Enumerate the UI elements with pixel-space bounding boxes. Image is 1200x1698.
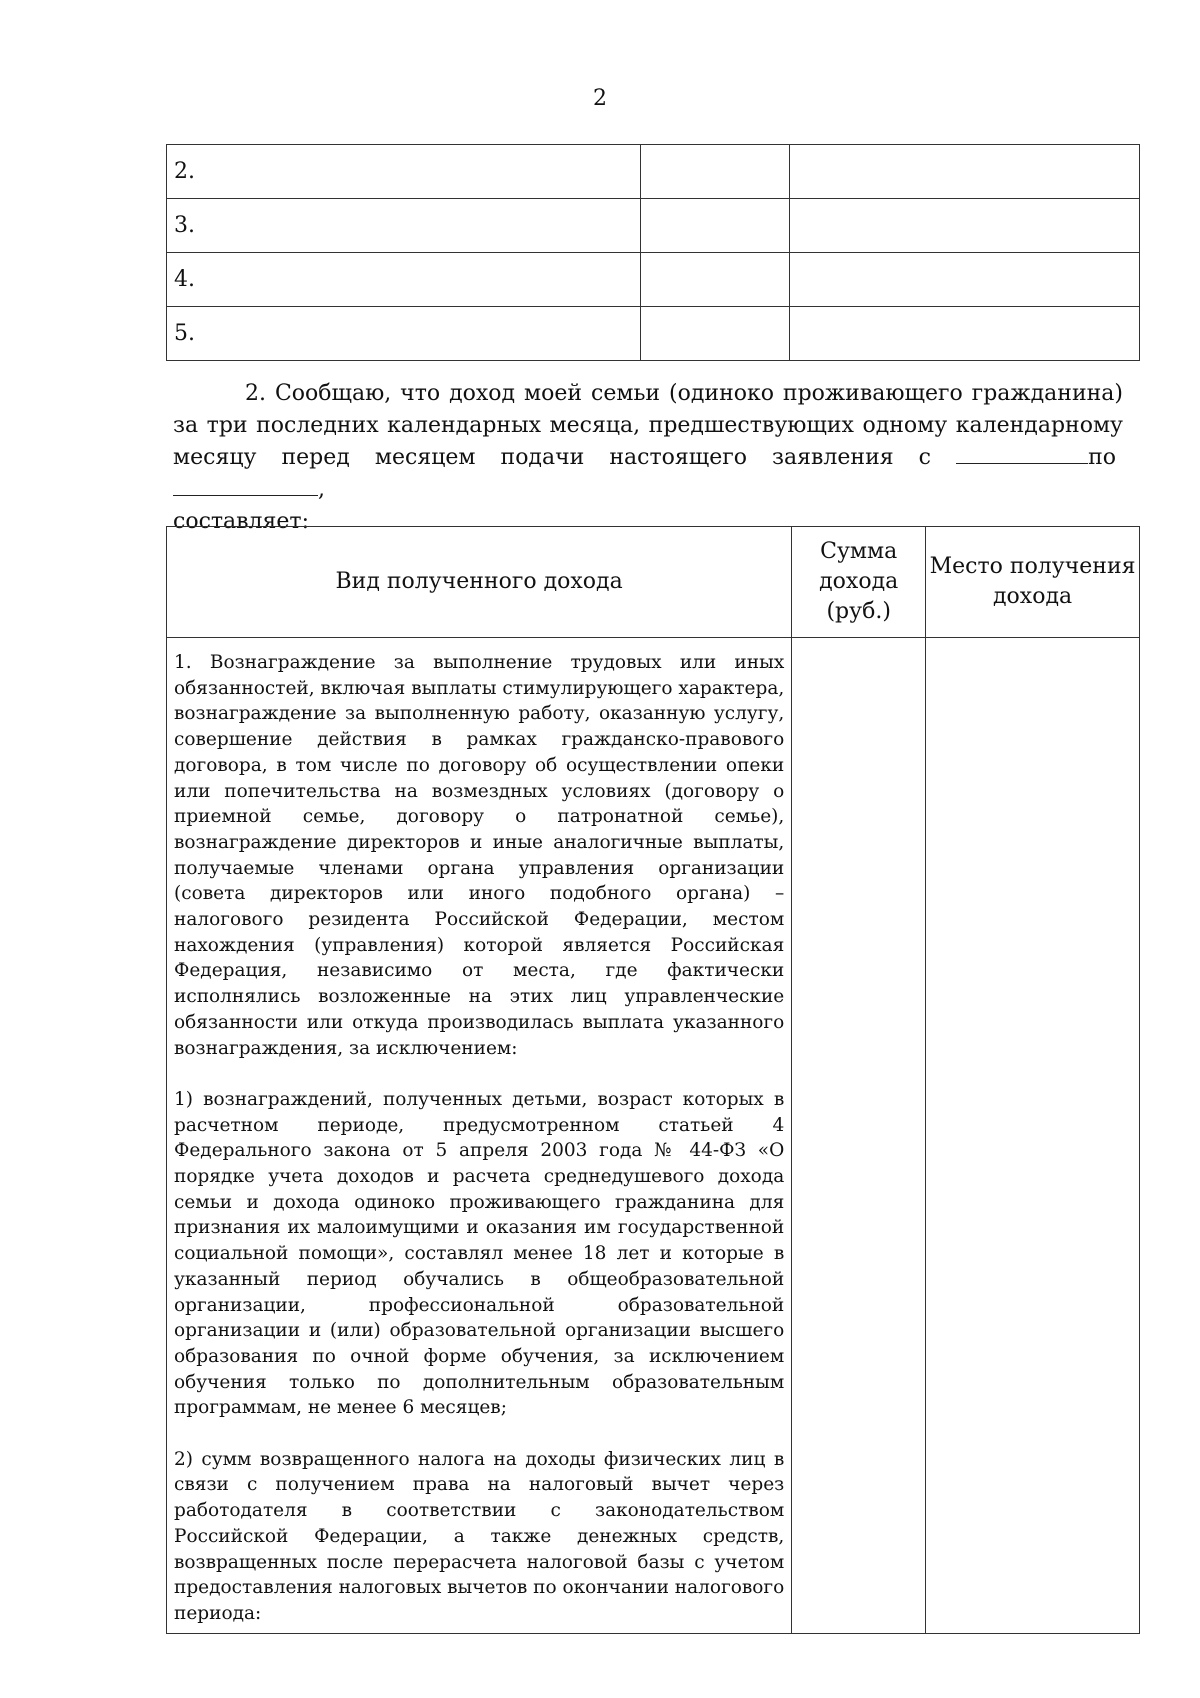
date-to-field[interactable] bbox=[173, 475, 318, 496]
header-income-sum: Сумма дохода (руб.) bbox=[792, 527, 926, 638]
table-row bbox=[167, 145, 1140, 199]
comma: , bbox=[318, 477, 325, 502]
income-table bbox=[166, 526, 1140, 1634]
empty-cell[interactable] bbox=[790, 253, 1140, 307]
income-item: 1) вознаграждений, полученных детьми, возраст которых в расчетном периоде, предусмотренном статьей 4 Федерального закона от 5 апреля 2003 года № 44-ФЗ «О порядке учета доходов и расчета среднедушевого дохода семьи и дохода одиноко проживающего гражданина для признания их малоимущими и оказания им государственной социальной помощи», составлял менее 18 лет и которые в указанный период обучались в общеобразовательной организации, профессиональной образовательной организации и (или) образовательной организации высшего образования по очной форме обучения, за исключением обучения только по дополнительным образовательным программам, не менее 6 месяцев; bbox=[174, 1088, 785, 1419]
row-number: 3. bbox=[167, 199, 641, 253]
word-po: по bbox=[1088, 445, 1116, 470]
row-number: 2. bbox=[167, 145, 641, 199]
table-row bbox=[167, 638, 1140, 1634]
header-income-place: Место получения дохода bbox=[926, 527, 1140, 638]
income-item: 1. Вознаграждение за выполнение трудовых или иных обязанностей, включая выплаты стимулирующего характера, вознаграждение за выполненную работу, оказанную услугу, совершение действия в рамках гражданско-правового договора, в том числе по договору об осуществлении опеки или попечительства на возмездных условиях (договору о приемной семье, договору о патронатной семье), вознаграждение директоров и иные аналогичные выплаты, получаемые членами органа управления организации (совета директоров или иного подобного органа) – налогового резидента Российской Федерации, местом нахождения (управления) которой является Российская Федерация, независимо от места, где фактически исполнялись возложенные на этих лиц управленческие обязанности или откуда производилась выплата указанного вознаграждения, за исключением: bbox=[174, 652, 785, 1059]
date-from-field[interactable] bbox=[956, 443, 1088, 464]
income-type-cell bbox=[167, 638, 792, 1634]
empty-cell[interactable] bbox=[790, 307, 1140, 361]
header-row bbox=[167, 527, 1140, 638]
paragraph-last-line: составляет: bbox=[173, 509, 310, 534]
table-row bbox=[167, 253, 1140, 307]
paragraph-text: 2. Сообщаю, что доход моей семьи (одиноко проживающего гражданина) за три последних календарных месяца, предшествующих одному календарному месяцу перед месяцем подачи настоящего заявления с bbox=[173, 381, 1123, 470]
table-row bbox=[167, 307, 1140, 361]
empty-cell[interactable] bbox=[640, 199, 790, 253]
income-place-cell[interactable] bbox=[926, 638, 1140, 1634]
table-row bbox=[167, 199, 1140, 253]
empty-cell[interactable] bbox=[790, 199, 1140, 253]
income-statement-paragraph bbox=[173, 378, 1123, 538]
page-number: 2 bbox=[593, 86, 607, 111]
empty-cell[interactable] bbox=[640, 145, 790, 199]
row-number: 5. bbox=[167, 307, 641, 361]
empty-cell[interactable] bbox=[640, 307, 790, 361]
header-income-type: Вид полученного дохода bbox=[167, 527, 792, 638]
income-sum-cell[interactable] bbox=[792, 638, 926, 1634]
empty-cell[interactable] bbox=[790, 145, 1140, 199]
income-item: 2) сумм возвращенного налога на доходы физических лиц в связи с получением права на налоговый вычет через работодателя в соответствии с законодательством Российской Федерации, а также денежных средств, возвращенных после перерасчета налоговой базы с учетом предоставления налоговых вычетов по окончании налогового периода: bbox=[174, 1448, 785, 1624]
row-number: 4. bbox=[167, 253, 641, 307]
empty-cell[interactable] bbox=[640, 253, 790, 307]
continuation-table bbox=[166, 144, 1140, 361]
